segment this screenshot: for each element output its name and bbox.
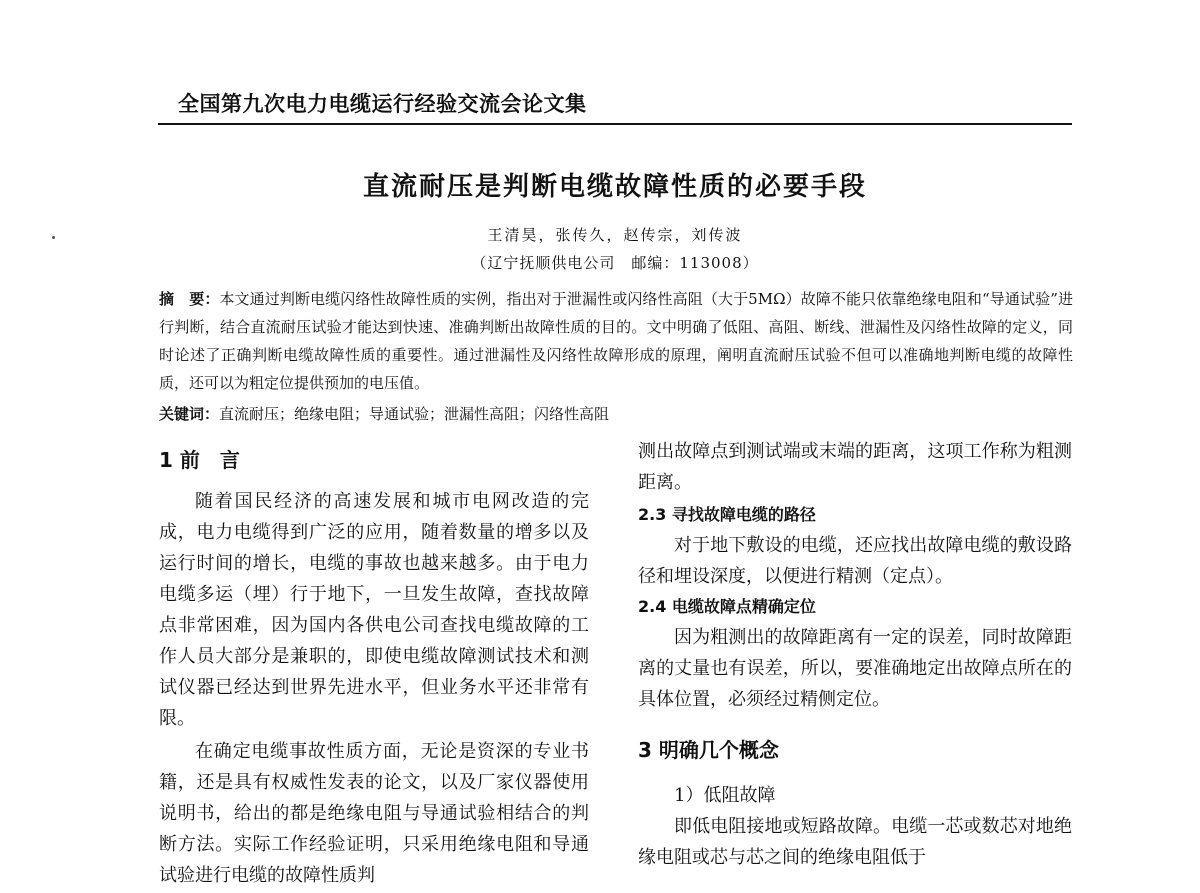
- paper-affiliation: （辽宁抚顺供电公司 邮编：113008）: [471, 254, 759, 272]
- section-3-heading: 3 明确几个概念: [638, 738, 779, 762]
- paper-authors: 王清昊，张传久，赵传宗，刘传波: [487, 226, 743, 244]
- right-column: [638, 436, 1072, 873]
- header-divider: [158, 123, 1072, 125]
- keywords-text: 直流耐压；绝缘电阻；导通试验；泄漏性高阻；闪络性高阻: [219, 405, 610, 423]
- paragraph-intro-1: 随着国民经济的高速发展和城市电网改造的完成，电力电缆得到广泛的应用，随着数量的增多以及运行时间的增长，电缆的事故也越来越多。由于电力电缆多运（埋）行于地下，一旦发生故障，查找故障点非常困难，因为国内各供电公司查找电缆故障的工作人员大部分是兼职的，即使电缆故障测试技术和测试仪器已经达到世界先进水平，但业务水平还非常有限。: [159, 491, 589, 729]
- abstract-block: [159, 285, 1073, 397]
- subsection-2-3-heading: 2.3 寻找故障电缆的路径: [638, 505, 816, 524]
- paragraph-rough-measure: 测出故障点到测试端或末端的距离，这项工作称为粗测距离。: [638, 441, 1072, 493]
- subsection-2-4-heading: 2.4 电缆故障点精确定位: [638, 597, 816, 616]
- section-1-heading: 1 前 言: [159, 448, 240, 472]
- paragraph-intro-2: 在确定电缆事故性质方面，无论是资深的专业书籍，还是具有权威性发表的论文，以及厂家仪器使用说明书，给出的都是绝缘电阻与导通试验相结合的判断方法。实际工作经验证明，只采用绝缘电阻和导通试验进行电缆的故障性质判: [159, 741, 589, 886]
- paragraph-low-resistance-definition: 即低电阻接地或短路故障。电缆一芯或数芯对地绝缘电阻或芯与芯之间的绝缘电阻低于: [638, 816, 1072, 868]
- keywords-block: [159, 400, 1073, 428]
- abstract-label: 摘 要：: [159, 290, 220, 308]
- keywords-label: 关键词：: [159, 405, 220, 423]
- item-low-resistance-fault: 1）低阻故障: [674, 785, 776, 806]
- abstract-text: 本文通过判断电缆闪络性故障性质的实例，指出对于泄漏性或闪络性高阻（大于5MΩ）故障不能只依靠绝缘电阻和“导通试验”进行判断，结合直流耐压试验才能达到快速、准确判断出故障性质的目的。文中明确了低阻、高阻、断线、泄漏性及闪络性故障的定义，同时论述了正确判断电缆故障性质的重要性。通过泄漏性及闪络性故障形成的原理，阐明直流耐压试验不但可以准确地判断电缆的故障性质，还可以为粗定位提供预加的电压值。: [159, 290, 1073, 392]
- journal-header-title: 全国第九次电力电缆运行经验交流会论文集: [178, 92, 587, 116]
- paragraph-cable-route: 对于地下敷设的电缆，还应找出故障电缆的敷设路径和埋设深度，以便进行精测（定点）。: [638, 535, 1072, 587]
- paragraph-precise-location: 因为粗测出的故障距离有一定的误差，同时故障距离的丈量也有误差，所以，要准确地定出故障点所在的具体位置，必须经过精侧定位。: [638, 627, 1072, 710]
- paper-title: 直流耐压是判断电缆故障性质的必要手段: [362, 172, 867, 202]
- left-column: [159, 445, 589, 891]
